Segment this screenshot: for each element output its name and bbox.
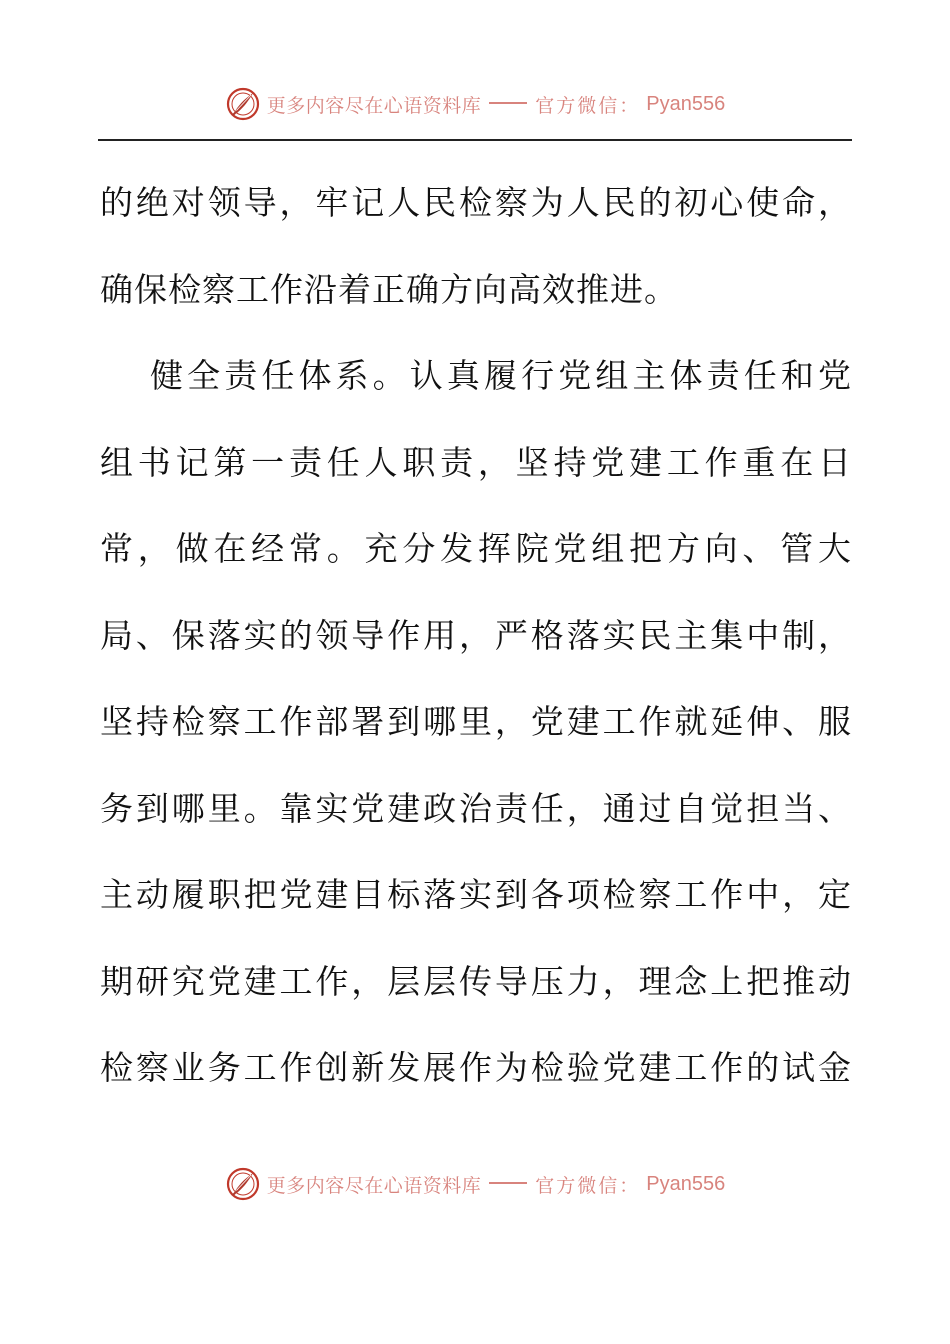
text-line: 局、保落实的领导作用，严格落实民主集中制， xyxy=(100,615,852,655)
text-line: 期研究党建工作，层层传导压力，理念上把推动 xyxy=(100,961,852,1001)
footer-wechat-id: Pyan556 xyxy=(646,1172,726,1195)
text-line: 常，做在经常。充分发挥院党组把方向、管大 xyxy=(100,529,852,568)
document-body xyxy=(100,160,852,1112)
paragraph-2 xyxy=(100,333,852,1112)
header-wechat-label: 官方微信： xyxy=(535,94,641,117)
quill-logo-icon xyxy=(225,1166,261,1202)
header-banner-dash xyxy=(489,102,527,104)
header-banner-text: 更多内容尽在心语资料库 xyxy=(266,94,482,117)
text-line: 确保检察工作沿着正确方向高效推进。 xyxy=(100,269,678,309)
text-line: 健全责任体系。认真履行党组主体责任和党 xyxy=(150,356,852,395)
header-wechat-id: Pyan556 xyxy=(646,92,726,115)
footer-banner-dash xyxy=(489,1182,527,1184)
text-line: 主动履职把党建目标落实到各项检察工作中，定 xyxy=(100,875,852,914)
footer-banner-text: 更多内容尽在心语资料库 xyxy=(266,1174,482,1197)
header-banner xyxy=(0,84,950,124)
text-line: 务到哪里。靠实党建政治责任，通过自觉担当、 xyxy=(100,788,852,828)
header-rule xyxy=(98,139,852,141)
text-line: 的绝对领导，牢记人民检察为人民的初心使命， xyxy=(100,183,852,222)
text-line: 组书记第一责任人职责，坚持党建工作重在日 xyxy=(100,442,852,482)
text-line: 检察业务工作创新发展作为检验党建工作的试金 xyxy=(100,1048,852,1087)
footer-wechat-label: 官方微信： xyxy=(535,1174,641,1197)
quill-logo-icon xyxy=(225,86,261,122)
footer-banner xyxy=(0,1164,950,1204)
text-line: 坚持检察工作部署到哪里，党建工作就延伸、服 xyxy=(100,702,852,741)
paragraph-1 xyxy=(100,160,852,333)
